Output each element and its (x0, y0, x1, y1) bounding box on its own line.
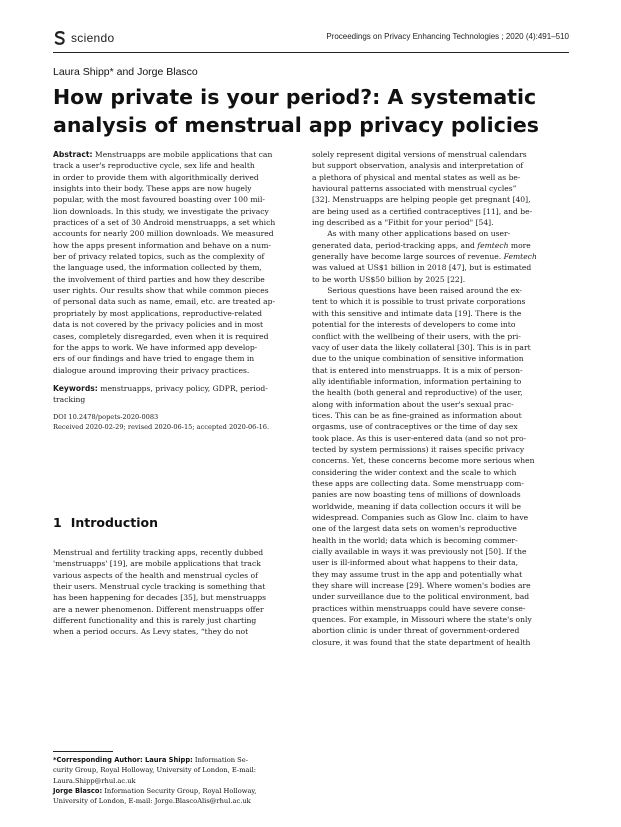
body-line: are a newer phenomenon. Different menstruapps offer (53, 604, 264, 614)
body-line: orgasms, use of contraceptives or the time of day sex (312, 422, 518, 432)
body-line: widespread. Companies such as Glow Inc. claim to have (312, 513, 529, 522)
header-rule (53, 52, 569, 53)
abstract-line: accounts for nearly 200 million downloads. We measured (53, 229, 274, 239)
body-line: but support observation, analysis and interpretation of (312, 161, 524, 171)
sciendo-logo-icon (53, 30, 67, 46)
abstract (53, 149, 299, 376)
footnote-line: Laura.Shipp@rhul.ac.uk (53, 776, 136, 785)
body-line: havioural patterns associated with menstrual cycles” (312, 184, 517, 194)
footnote-line: University of London, E-mail: Jorge.BlascoAlis@rhul.ac.uk (53, 797, 251, 806)
footnote-text: Information Security Group, Royal Holloway, (102, 786, 257, 795)
body-line: Menstrual and fertility tracking apps, recently dubbed (53, 548, 264, 557)
body-line (312, 240, 570, 251)
keywords (53, 383, 299, 406)
title-line: How private is your period?: A systematic (53, 85, 537, 109)
body-line: are being used as a certified contraceptives [11], and be- (312, 206, 533, 216)
body-line: ing described as a "Fitbit for your period" [54]. (312, 218, 494, 228)
abstract-line: practices of a set of 30 Android menstruapps, a set which (53, 218, 276, 228)
second-author-label: Jorge Blasco: (53, 786, 103, 795)
keywords-label: Keywords: (53, 383, 98, 393)
abstract-line: insights into their body. These apps are now hugely (53, 184, 252, 194)
body-line: user is ill-informed about what happens to their data, (312, 558, 519, 568)
journal-citation: Proceedings on Privacy Enhancing Technologies ; 2020 (4):491–510 (326, 32, 569, 41)
body-line: one of the largest data sets on women's reproductive (312, 524, 517, 534)
body-line: various aspects of the health and menstrual cycles of (53, 570, 258, 580)
body-line: these apps are collecting data. Some menstruapp com- (312, 478, 524, 488)
publisher-name: sciendo (71, 31, 115, 45)
body-line: potential for the interests of developers to come into (312, 320, 516, 330)
abstract-text: Menstruapps are mobile applications that can (92, 150, 273, 159)
right-column (312, 149, 570, 648)
body-line: cially available in ways it was previously not [50]. If the (312, 547, 527, 557)
body-line: tected by system permissions) it raises specific privacy (312, 444, 525, 454)
abstract-line: user rights. Our results show that while common pieces (53, 286, 269, 296)
body-line: Serious questions have been raised around the ex- (312, 286, 522, 296)
body-line: their users. Menstrual cycle tracking is something that (53, 582, 266, 592)
body-line: abortion clinic is under threat of government-ordered (312, 626, 520, 636)
section-heading (53, 515, 158, 530)
body-line: with this sensitive and intimate data [19]. There is the (312, 308, 522, 318)
body-line: considering the wider context and the scale to which (312, 467, 517, 477)
abstract-line: ers of our findings and have tried to engage them in (53, 354, 255, 364)
doi: DOI 10.2478/popets-2020-0083 (53, 412, 159, 421)
body-line: solely represent digital versions of menstrual calendars (312, 150, 527, 159)
title-line: analysis of menstrual app privacy policies (53, 113, 539, 137)
footnote-line (53, 786, 303, 796)
body-line: conflict with the wellbeing of their users, with the pri- (312, 331, 521, 341)
abstract-label: Abstract: (53, 150, 93, 159)
body-line: they may assume trust in the app and potentially what (312, 569, 523, 579)
body-line: tent to which it is possible to trust private corporations (312, 297, 526, 307)
page-header (53, 30, 569, 50)
body-line: under surveillance due to the political environment, bad (312, 592, 530, 602)
section-number: 1 (53, 515, 62, 530)
abstract-line: in order to provide them with algorithmically derived (53, 172, 259, 182)
body-line: tices. This can be as fine-grained as information about (312, 410, 522, 420)
body-line: to be worth US$50 billion by 2025 [22]. (312, 274, 466, 284)
abstract-line: lion downloads. In this study, we investigate the privacy (53, 206, 269, 216)
body-line: took place. As this is user-entered data (and so not pro- (312, 433, 527, 443)
abstract-line: dialogue around improving their privacy practices. (53, 365, 250, 375)
footnote-text: Information Se- (192, 756, 248, 764)
keywords-line (53, 383, 299, 394)
femtech-term: femtech (477, 240, 509, 250)
body-line: health in the world; data which is becoming commer- (312, 535, 518, 545)
body-text: generated data, period-tracking apps, and (312, 240, 475, 250)
body-line: the health (both general and reproductive) of the user, (312, 388, 523, 398)
body-line: 'menstruapps' [19], are mobile applications that track (53, 559, 261, 569)
abstract-line (53, 149, 299, 160)
body-line: that is entered into menstruapps. It is a mix of person- (312, 365, 523, 375)
footnote-line: curity Group, Royal Holloway, University of London, E-mail: (53, 766, 257, 775)
femtech-term: Femtech (503, 252, 537, 262)
abstract-line: for the apps to work. We have informed app develop- (53, 342, 258, 352)
abstract-line: of personal data such as name, email, etc. are treated ap- (53, 297, 276, 307)
author-list: Laura Shipp* and Jorge Blasco (53, 66, 198, 78)
body-line: panies are now boasting tens of millions of downloads (312, 490, 521, 500)
body-line: a plethora of physical and mental states as well as be- (312, 172, 521, 182)
body-text: generally have become large sources of revenue. (312, 252, 502, 262)
body-line: quences. For example, in Missouri where the state's only (312, 615, 532, 625)
body-line: As with many other applications based on user- (312, 229, 511, 239)
publisher-logo (53, 30, 114, 46)
body-line: worldwide, meaning if data collection occurs it will be (312, 501, 521, 511)
section-title: Introduction (70, 515, 158, 530)
footnote-line (53, 755, 303, 765)
body-line: closure, it was found that the state department of health (312, 637, 531, 647)
footnote-rule (53, 751, 113, 752)
body-line: vacy of user data the likely collateral [30]. This is in part (312, 342, 531, 352)
keywords-line: tracking (53, 395, 86, 405)
abstract-line: how the apps present information and behave on a num- (53, 240, 271, 250)
intro-left-text (53, 547, 299, 638)
abstract-line: data is not covered by the privacy policies and in most (53, 320, 264, 330)
left-column (53, 149, 299, 433)
abstract-line: cases, completely disregarded, even when it is required (53, 331, 269, 341)
body-text: more (508, 240, 531, 250)
abstract-line: ber of privacy related topics, such as the complexity of (53, 252, 265, 262)
abstract-line: the language used, the information collected by them, (53, 263, 262, 273)
abstract-line: the involvement of third parties and how they describe (53, 274, 265, 284)
abstract-line: track a user's reproductive cycle, sex life and health (53, 161, 255, 171)
keywords-text: menstruapps, privacy policy, GDPR, period- (97, 383, 268, 393)
abstract-line: propriately by most applications, reproductive-related (53, 308, 262, 318)
body-line: due to the unique combination of sensitive information (312, 354, 524, 364)
body-line: has been happening for decades [35], but menstruapps (53, 593, 267, 603)
body-line: they share will increase [29]. Where women's bodies are (312, 581, 531, 591)
body-line: concerns. Yet, these concerns become more serious when (312, 456, 535, 466)
body-line: [32]. Menstruapps are helping people get pregnant [40], (312, 195, 531, 205)
corresponding-author-label: *Corresponding Author: Laura Shipp: (53, 756, 193, 764)
body-line (312, 251, 570, 262)
body-line: different functionality and this is rarely just charting (53, 616, 257, 626)
body-line: ally identifiable information, information pertaining to (312, 376, 522, 386)
body-line: practices within menstruapps could have severe conse- (312, 603, 526, 613)
body-line: along with information about the user's sexual prac- (312, 399, 514, 409)
abstract-line: popular, with the most favoured boasting over 100 mil- (53, 195, 265, 205)
body-line: when a period occurs. As Levy states, “they do not (53, 627, 249, 637)
received-dates: Received 2020-02-29; revised 2020-06-15; accepted 2020-06-16. (53, 423, 270, 432)
article-meta (53, 412, 299, 433)
footnotes (53, 755, 303, 806)
paper-title (53, 83, 583, 139)
body-line: was valued at US$1 billion in 2018 [47], but is estimated (312, 263, 532, 273)
